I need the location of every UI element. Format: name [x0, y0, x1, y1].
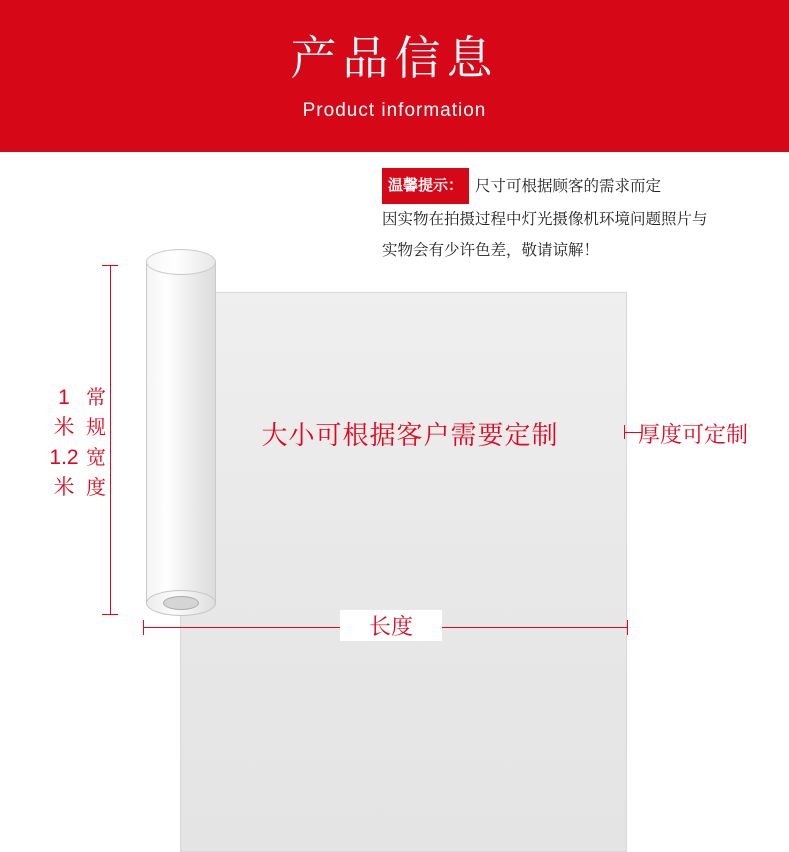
roll-core-hole: [163, 596, 199, 610]
notice-line-1: [382, 168, 782, 204]
page-subtitle: Product information: [302, 100, 487, 121]
width-dimension-line: [110, 265, 111, 615]
width-value-line-3: 1.2: [49, 446, 79, 469]
notice-text-1: 尺寸可根据顾客的需求而定: [475, 178, 662, 195]
roll-top-ellipse: [146, 249, 216, 275]
length-dimension-right-cap: [627, 620, 628, 635]
length-label: 长度: [340, 610, 442, 641]
width-value-line-4: 米: [53, 476, 75, 499]
notice-block: [382, 168, 782, 266]
notice-line-2: 因实物在拍摄过程中灯光摄像机环境问题照片与: [382, 211, 708, 228]
sheet-graphic: [180, 292, 627, 852]
width-name-char-1: 常: [86, 387, 106, 409]
width-name-char-4: 度: [86, 477, 106, 499]
width-value-line-2: 米: [53, 416, 75, 439]
width-value-line-1: 1: [58, 386, 70, 409]
page-title: 产品信息: [290, 31, 499, 85]
width-dimension-bottom-cap: [102, 614, 118, 615]
thickness-label: 厚度可定制: [638, 422, 749, 447]
sheet-surface: [181, 293, 626, 851]
width-name-char-2: 规: [86, 417, 106, 439]
width-name-stack: [84, 383, 108, 503]
sheet-custom-size-label: 大小可根据客户需要定制: [261, 420, 559, 450]
width-name-char-3: 宽: [86, 447, 106, 469]
notice-line-3: 实物会有少许色差，敬请谅解！: [382, 242, 600, 259]
page-header-banner: [0, 0, 789, 152]
notice-tag-badge: 温馨提示：: [382, 168, 469, 204]
width-value-stack: [46, 383, 82, 503]
product-size-diagram: [0, 255, 789, 655]
